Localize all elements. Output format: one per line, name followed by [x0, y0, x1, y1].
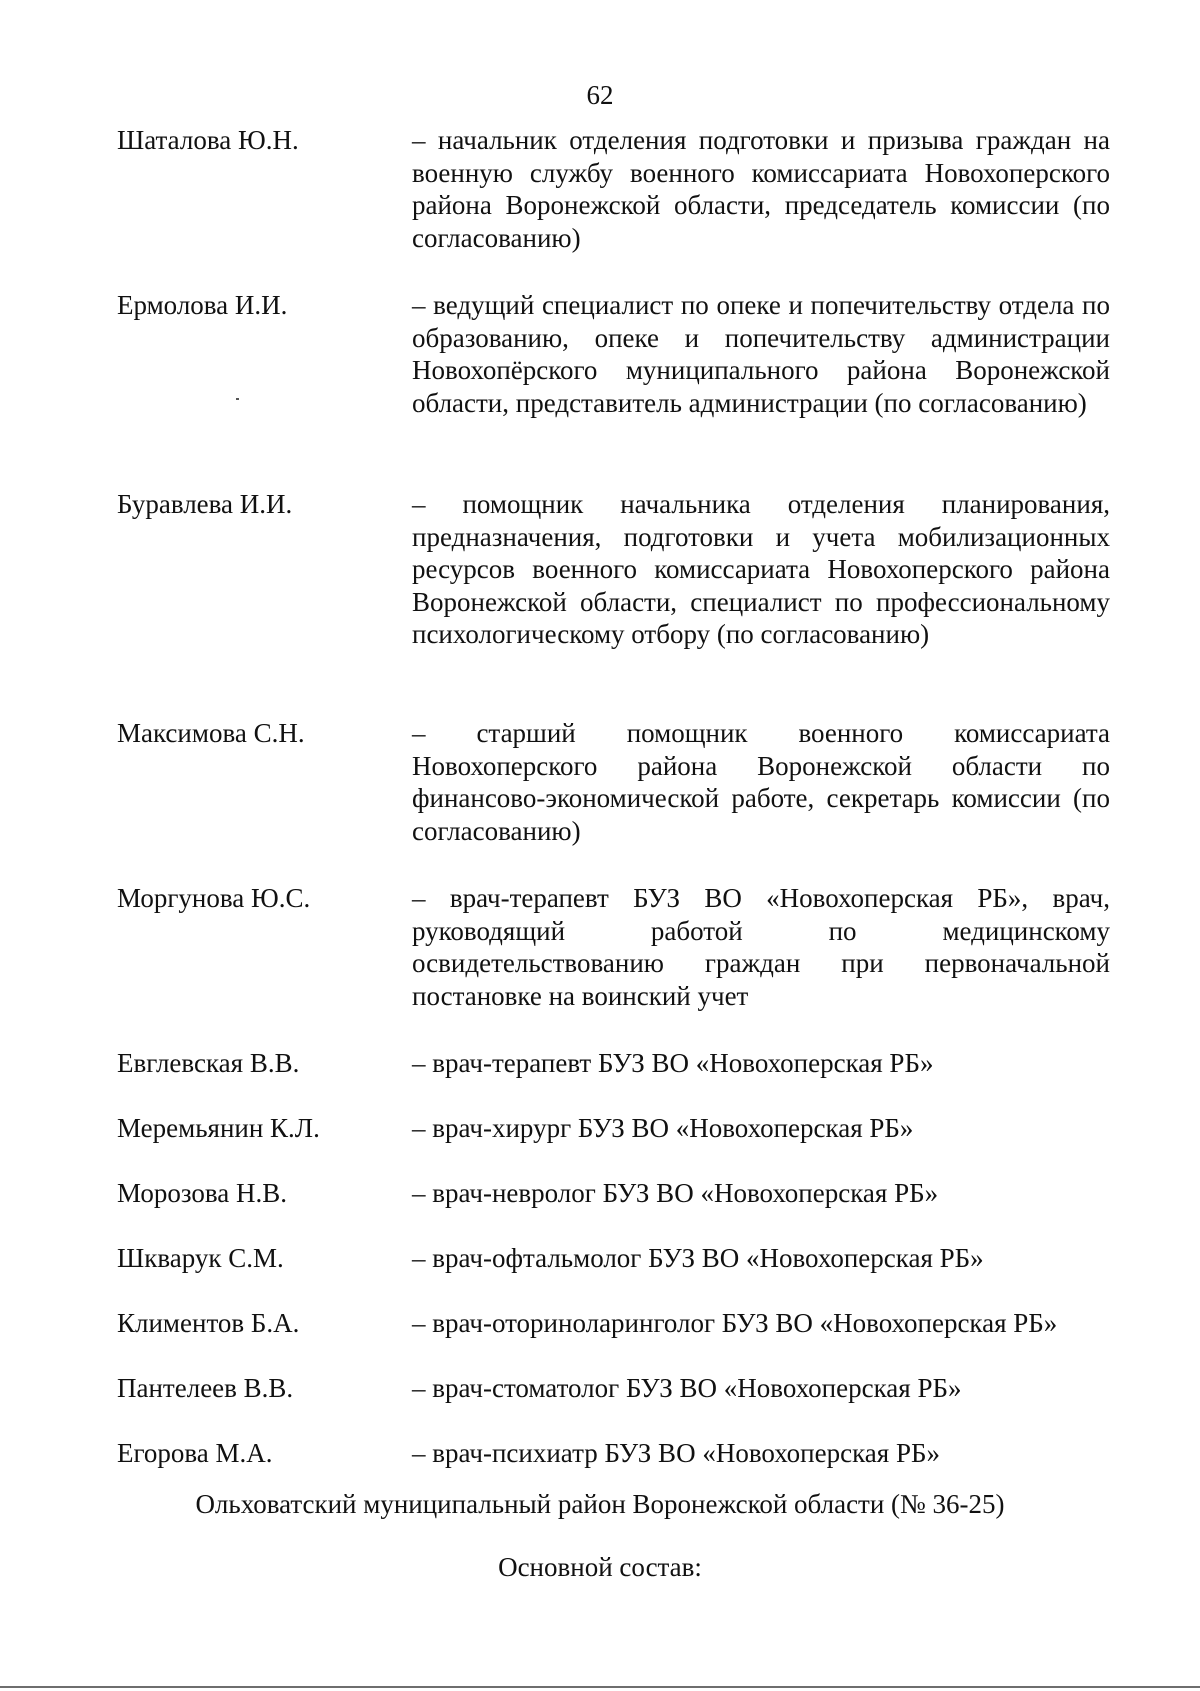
- district-heading: Ольховатский муниципальный район Воронежской области (№ 36-25): [195, 1489, 1005, 1519]
- member-role: – врач-офтальмолог БУЗ ВО «Новохоперская РБ»: [412, 1243, 984, 1273]
- member-name: Евглевская В.В.: [117, 1048, 300, 1078]
- member-role: – старший помощник военного комиссариата Новохоперского района Воронежской области по финансово-экономической работе, секретарь комиссии (по согласованию): [412, 718, 1110, 846]
- member-role: – врач-невролог БУЗ ВО «Новохоперская РБ»: [412, 1178, 939, 1208]
- member-role: – врач-стоматолог БУЗ ВО «Новохоперская РБ»: [412, 1373, 962, 1403]
- bottom-edge-line: [0, 1686, 1200, 1688]
- member-role: – начальник отделения подготовки и призыва граждан на военную службу военного комиссариата Новохоперского района Воронежской области, председатель комиссии (по согласованию): [412, 125, 1110, 253]
- member-name: Буравлева И.И.: [117, 489, 293, 519]
- page-number: 62: [586, 80, 614, 110]
- member-name: Шкварук С.М.: [117, 1243, 284, 1273]
- member-name: Климентов Б.А.: [117, 1308, 300, 1338]
- member-name: Морозова Н.В.: [117, 1178, 287, 1208]
- member-role: – помощник начальника отделения планирования, предназначения, подготовки и учета мобилизационных ресурсов военного комиссариата Новохоперского района Воронежской области, специалист по профессиональному психологическому отбору (по согласованию): [412, 489, 1110, 649]
- member-name: Егорова М.А.: [117, 1438, 273, 1468]
- member-role: – врач-оториноларинголог БУЗ ВО «Новохоперская РБ»: [412, 1308, 1058, 1338]
- scan-speck: [236, 398, 239, 400]
- member-name: Меремьянин К.Л.: [117, 1113, 320, 1143]
- member-name: Максимова С.Н.: [117, 718, 305, 748]
- member-role: – врач-терапевт БУЗ ВО «Новохоперская РБ»: [412, 1048, 934, 1078]
- member-role: – врач-терапевт БУЗ ВО «Новохоперская РБ», врач, руководящий работой по медицинскому освидетельствованию граждан при первоначальной постановке на воинский учет: [412, 883, 1110, 1011]
- main-composition-heading: Основной состав:: [498, 1552, 702, 1582]
- member-name: Моргунова Ю.С.: [117, 883, 311, 913]
- member-role: – ведущий специалист по опеке и попечительству отдела по образованию, опеке и попечительству администрации Новохопёрского муниципального района Воронежской области, представитель администрации (по согласованию): [412, 290, 1110, 418]
- member-name: Пантелеев В.В.: [117, 1373, 294, 1403]
- member-name: Шаталова Ю.Н.: [117, 125, 299, 155]
- member-role: – врач-хирург БУЗ ВО «Новохоперская РБ»: [412, 1113, 914, 1143]
- member-name: Ермолова И.И.: [117, 290, 288, 320]
- member-role: – врач-психиатр БУЗ ВО «Новохоперская РБ»: [412, 1438, 940, 1468]
